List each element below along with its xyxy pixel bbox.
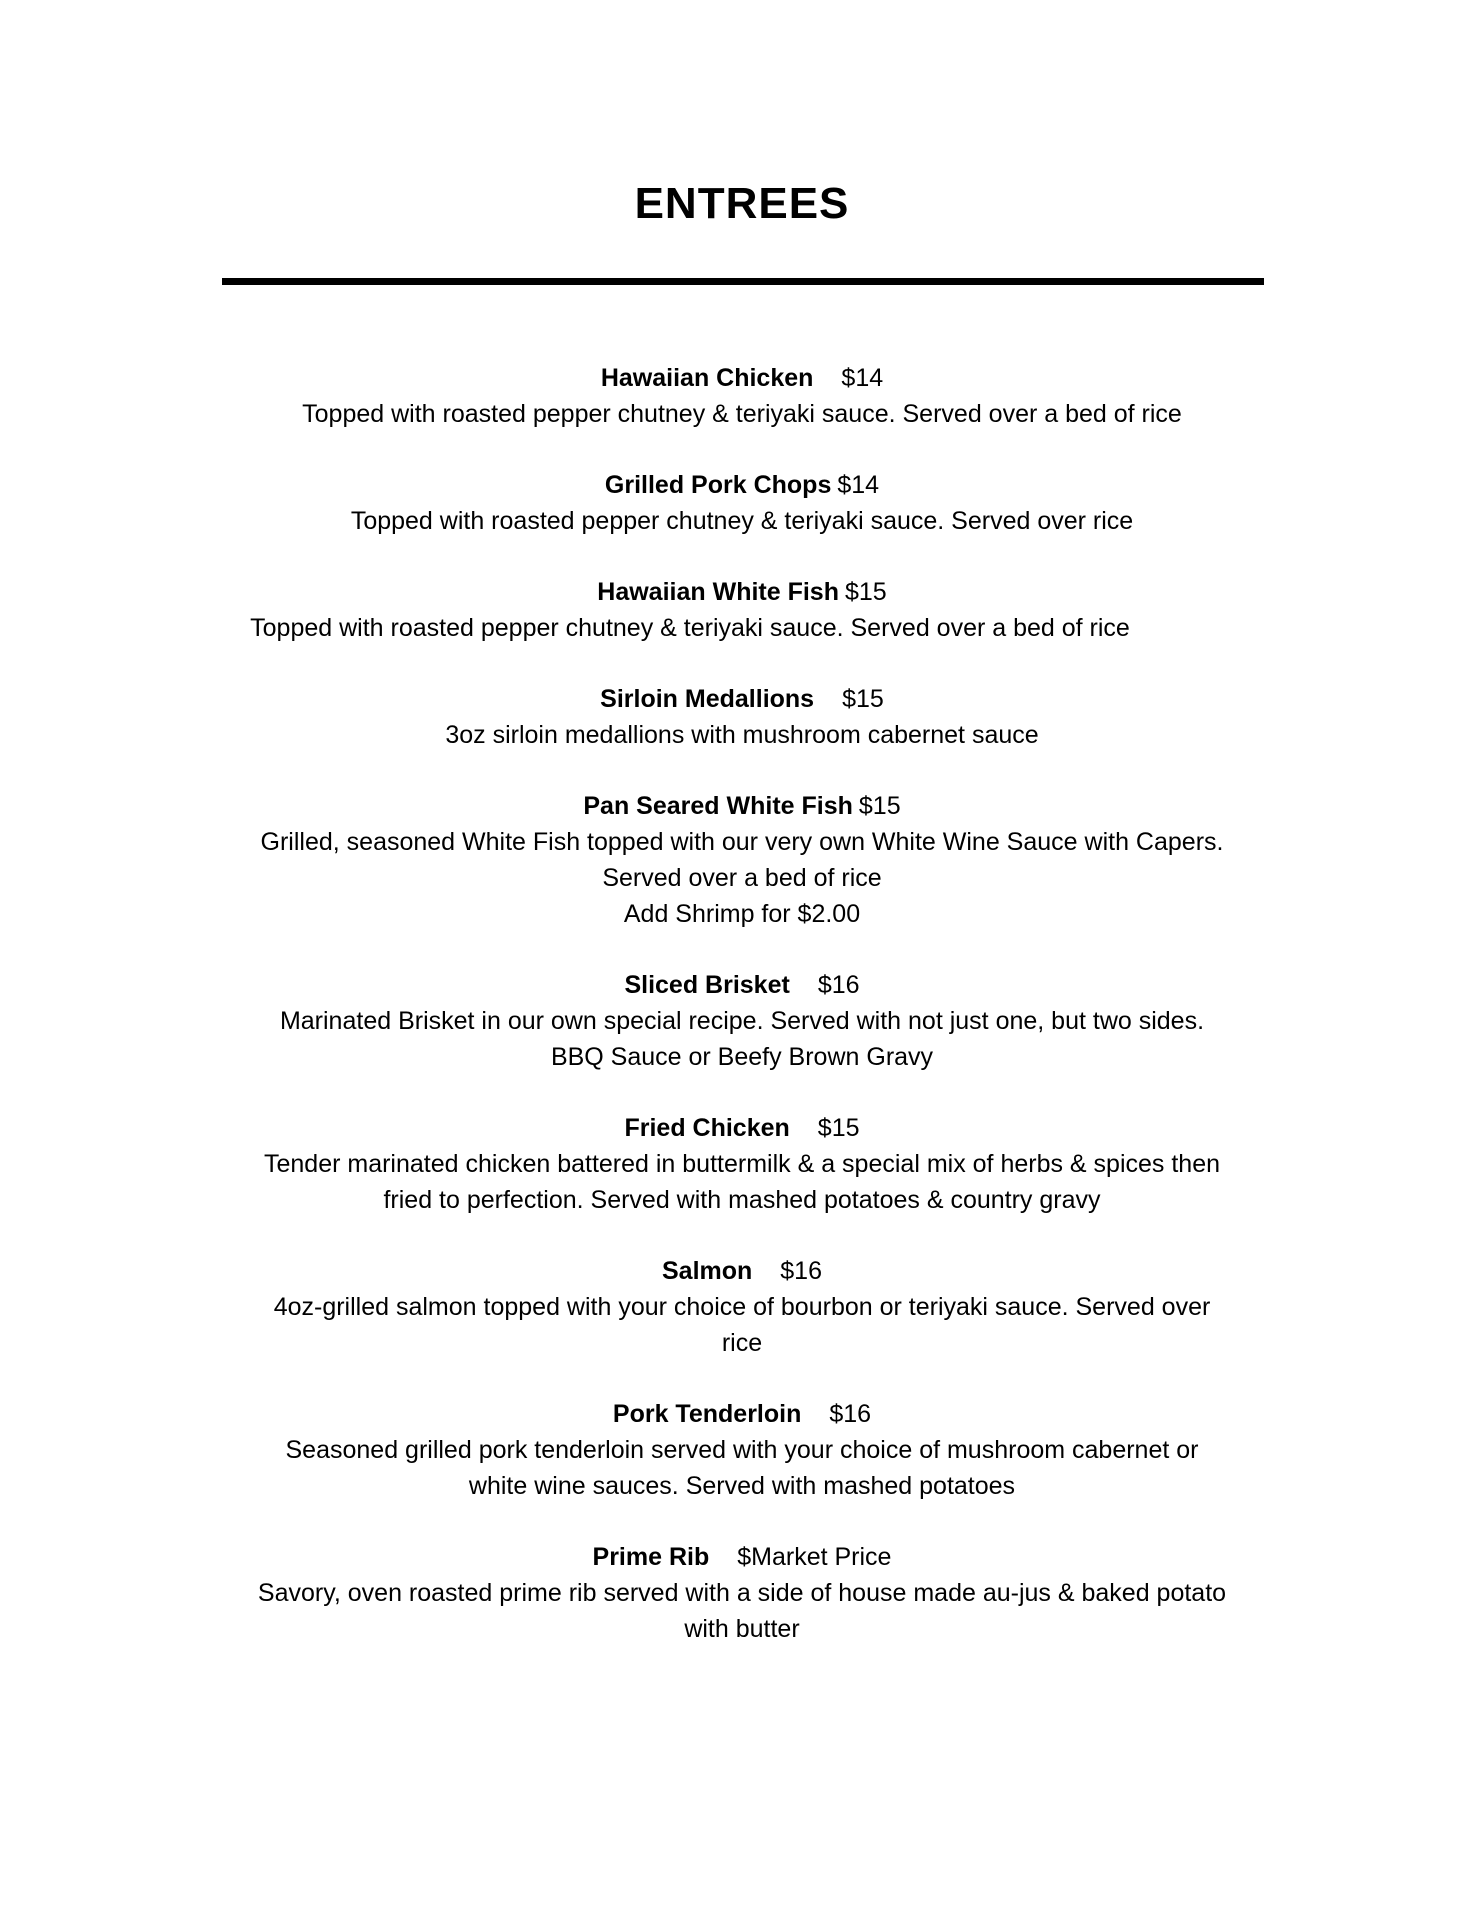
menu-item-header: [0, 788, 1484, 824]
menu-item-header: [0, 1539, 1484, 1575]
menu-item-name: Grilled Pork Chops: [604, 471, 832, 499]
menu-item-description: Served over a bed of rice: [602, 864, 882, 892]
menu-item-header: [0, 1110, 1484, 1146]
menu-item-description: Topped with roasted pepper chutney & teriyaki sauce. Served over a bed of rice: [250, 614, 1130, 642]
menu-item-name: Fried Chicken: [624, 1114, 790, 1142]
menu-item-name: Hawaiian White Fish: [597, 578, 839, 606]
menu-items: [0, 360, 1484, 1682]
menu-item-description: with butter: [684, 1615, 800, 1643]
menu-item-description: BBQ Sauce or Beefy Brown Gravy: [550, 1043, 934, 1071]
menu-item-pan-seared-white-fish: [0, 788, 1484, 932]
menu-item-grilled-pork-chops: [0, 467, 1484, 539]
menu-item-name: Sirloin Medallions: [600, 685, 815, 713]
menu-item-name: Salmon: [661, 1257, 753, 1285]
menu-item-name: Pan Seared White Fish: [583, 792, 853, 820]
menu-item-description: white wine sauces. Served with mashed potatoes: [468, 1472, 1016, 1500]
menu-item-header: [0, 967, 1484, 1003]
menu-item-price: $16: [829, 1400, 872, 1428]
menu-item-description: Topped with roasted pepper chutney & teriyaki sauce. Served over rice: [350, 507, 1134, 535]
menu-item-description: Tender marinated chicken battered in buttermilk & a special mix of herbs & spices then: [263, 1150, 1221, 1178]
menu-item-price: $Market Price: [737, 1543, 892, 1571]
menu-item-hawaiian-chicken: [0, 360, 1484, 432]
menu-item-description: Topped with roasted pepper chutney & teriyaki sauce. Served over a bed of rice: [302, 400, 1182, 428]
menu-item-header: [0, 467, 1484, 503]
menu-item-header: [0, 1253, 1484, 1289]
menu-item-description: Marinated Brisket in our own special recipe. Served with not just one, but two sides.: [279, 1007, 1205, 1035]
menu-item-description: Savory, oven roasted prime rib served with a side of house made au-jus & baked potato: [257, 1579, 1227, 1607]
menu-item-price: $15: [817, 1114, 860, 1142]
menu-item-price: $16: [817, 971, 860, 999]
menu-item-description: Grilled, seasoned White Fish topped with our very own White Wine Sauce with Capers.: [260, 828, 1224, 856]
menu-item-fried-chicken: [0, 1110, 1484, 1218]
menu-item-description: fried to perfection. Served with mashed potatoes & country gravy: [383, 1186, 1101, 1214]
menu-item-header: [0, 681, 1484, 717]
menu-item-name: Pork Tenderloin: [612, 1400, 802, 1428]
menu-item-description: rice: [721, 1329, 763, 1357]
menu-item-pork-tenderloin: [0, 1396, 1484, 1504]
menu-item-price: $15: [844, 578, 887, 606]
menu-item-name: Prime Rib: [592, 1543, 710, 1571]
menu-item-name: Hawaiian Chicken: [600, 364, 814, 392]
menu-item-sliced-brisket: [0, 967, 1484, 1075]
menu-item-header: [0, 1396, 1484, 1432]
menu-item-name: Sliced Brisket: [624, 971, 790, 999]
menu-item-price: $14: [837, 471, 880, 499]
menu-item-header: [0, 574, 1484, 610]
menu-item-price: $15: [858, 792, 901, 820]
menu-item-hawaiian-white-fish: [0, 574, 1484, 646]
menu-item-salmon: [0, 1253, 1484, 1361]
page-title: ENTREES: [634, 179, 850, 228]
menu-item-prime-rib: [0, 1539, 1484, 1647]
menu-item-sirloin-medallions: [0, 681, 1484, 753]
menu-item-description: 4oz-grilled salmon topped with your choice of bourbon or teriyaki sauce. Served over: [273, 1293, 1211, 1321]
menu-item-header: [0, 360, 1484, 396]
menu-item-price: $14: [841, 364, 884, 392]
menu-item-price: $15: [842, 685, 884, 713]
menu-item-addon: Add Shrimp for $2.00: [623, 900, 861, 928]
menu-item-description: Seasoned grilled pork tenderloin served with your choice of mushroom cabernet or: [285, 1436, 1199, 1464]
title-underline: [222, 278, 1264, 285]
menu-item-price: $16: [780, 1257, 822, 1285]
menu-item-description: 3oz sirloin medallions with mushroom cabernet sauce: [445, 721, 1039, 749]
